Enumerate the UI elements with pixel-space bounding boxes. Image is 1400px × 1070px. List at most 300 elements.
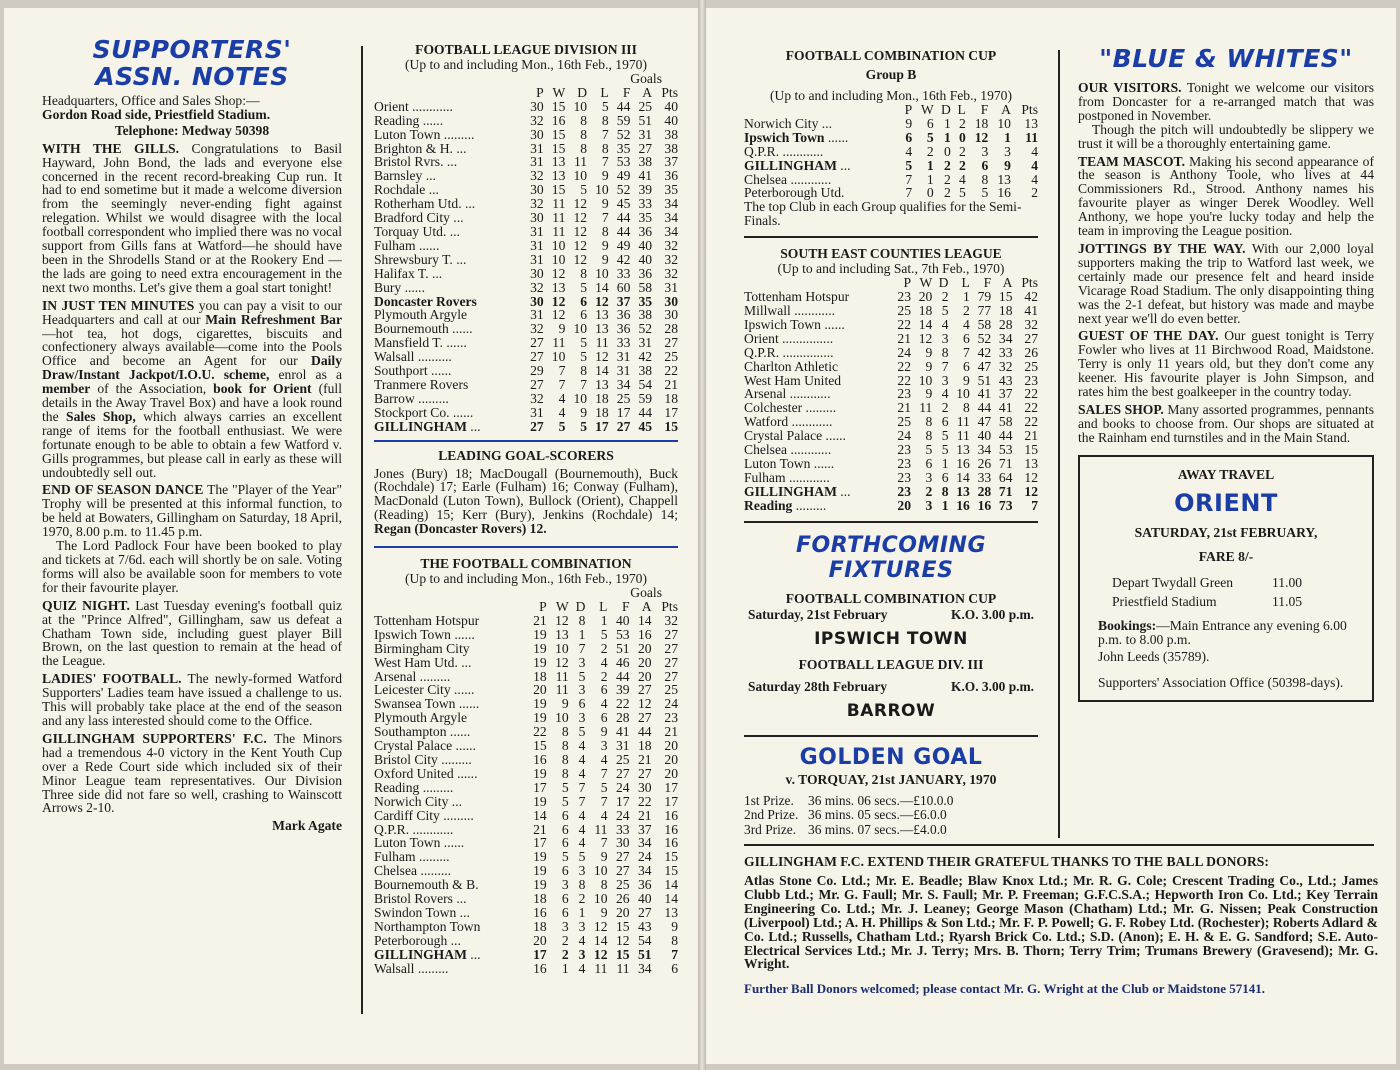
para-text: With our 2,000 loyal supporters making the trip to Watford last week, we certainly made our presence felt and heard inside Vicarage Road Stadium. The only disappointing thing was the 2-1 defeat, but history was made and maybe next year we'll do even better. — [1078, 240, 1374, 326]
fixture2-team: BARROW — [846, 700, 936, 721]
team-label: Q.P.R. — [744, 143, 780, 159]
stat-cell: 3 — [925, 469, 933, 485]
team-label: Birmingham City — [374, 640, 470, 656]
para-dance-cont: The Lord Padlock Four have been booked to play and tickets at 7/6d. each will shortly be on sale. Voting forms will also be available soon for members to vote for their favourite player. — [42, 538, 342, 595]
table-row — [374, 267, 678, 281]
stat-cell: 8 — [981, 171, 989, 187]
stat-cell: 2 — [944, 157, 951, 173]
stat-cell: 0 — [958, 129, 966, 145]
departure-time: 11.05 — [1272, 593, 1303, 609]
col-header: W — [919, 275, 933, 291]
fixture2-date: Saturday 28th February — [748, 678, 888, 694]
team-name — [374, 864, 525, 878]
stat-cell: 27 — [530, 335, 544, 351]
para-text: Our guest tonight is Terry Fowler who lives at 11 Birchwood Road, Maidstone. Terry is only 11 years old, but they don't come any keener. His favourite player is John Simpson, and rates him the best goalkeeper in the country today. — [1078, 328, 1374, 400]
stat-cell: 8 — [601, 112, 609, 128]
stat-cell: 15 — [1024, 442, 1038, 458]
stat-cell: 4 — [963, 316, 970, 332]
team-name — [374, 364, 522, 378]
col-header: Pts — [1021, 102, 1038, 117]
table-row — [374, 711, 678, 725]
table-row — [374, 308, 678, 322]
stat-cell: 59 — [616, 112, 631, 128]
team-name — [374, 197, 522, 211]
team-label: Luton Town — [374, 126, 441, 142]
stat-cell: 32 — [664, 237, 678, 253]
team-label: Chelsea — [744, 171, 788, 187]
para-quiz — [42, 599, 342, 669]
stat-cell: 27 — [638, 140, 653, 156]
stat-cell: 7 — [601, 126, 609, 142]
stat-cell: 36 — [616, 321, 631, 337]
stat-cell: 14 — [664, 891, 678, 907]
table-row — [374, 253, 678, 267]
team-name — [374, 628, 525, 642]
para-text: (full details in the Away Travel Box) and have a look round the — [42, 381, 342, 424]
team-name — [374, 656, 525, 670]
stat-cell: 21 — [664, 724, 678, 740]
stat-cell: 3 — [578, 863, 586, 879]
leader-dots: ............ — [408, 98, 453, 114]
stat-cell: 8 — [580, 126, 588, 142]
stat-cell: 2 — [561, 932, 569, 948]
stat-cell: 8 — [580, 265, 588, 281]
stat-cell: 18 — [595, 404, 609, 420]
table-row — [744, 346, 1038, 360]
stat-cell: 33 — [616, 335, 631, 351]
stat-cell: 4 — [600, 751, 608, 767]
team-label: Barnsley — [374, 168, 423, 184]
section-rule — [744, 735, 1038, 737]
stat-cell: 11 — [956, 428, 970, 444]
stat-cell: 27 — [664, 640, 678, 656]
team-label: Rotherham Utd. — [374, 196, 462, 212]
table-row — [374, 336, 678, 350]
table-row — [374, 934, 678, 948]
stat-cell: 24 — [897, 344, 911, 360]
para-text: which always carries an excellent range of items for the football enthusiast. We were fortunate enough to be able to obtain a few Watford v. Gills programmes, but please call in early as these will undoubtedly sell out. — [42, 408, 342, 480]
team-name — [374, 267, 522, 281]
stat-cell: 3 — [561, 918, 569, 934]
col-header: Pts — [661, 84, 678, 100]
stat-cell: 44 — [977, 400, 992, 416]
table-row — [744, 332, 1038, 346]
stat-cell: 15 — [998, 289, 1013, 305]
stat-cell: 25 — [638, 98, 653, 114]
stat-cell: 30 — [664, 293, 678, 309]
stat-cell: 8 — [561, 751, 569, 767]
stat-cell: 4 — [600, 807, 608, 823]
stat-cell: 58 — [977, 316, 992, 332]
team-name — [744, 145, 898, 159]
stat-cell: 5 — [580, 335, 588, 351]
stat-cell: 12 — [573, 210, 588, 226]
team-name — [374, 169, 522, 183]
combo-cup-subtitle: (Up to and including Mon., 16th Feb., 1970) — [769, 88, 1013, 103]
leader-dots: ... — [446, 223, 460, 239]
team-label: West Ham United — [744, 372, 842, 388]
col-header: P — [536, 84, 544, 100]
stat-cell: 41 — [1024, 302, 1038, 318]
stat-cell: 24 — [615, 807, 630, 823]
stat-cell: 31 — [530, 251, 544, 267]
table-row — [374, 892, 678, 906]
stat-cell: 25 — [664, 682, 678, 698]
stat-cell: 20 — [897, 497, 911, 513]
stat-cell: 38 — [638, 363, 653, 379]
stat-cell: 41 — [638, 168, 653, 184]
stat-cell: 44 — [998, 428, 1013, 444]
stat-cell: 11 — [1025, 129, 1038, 145]
col-header: P — [903, 275, 911, 291]
col-header: D — [577, 84, 588, 100]
team-label: Barrow — [374, 390, 415, 406]
stat-cell: 77 — [977, 302, 992, 318]
team-label: Tottenham Hotspur — [374, 612, 480, 628]
stat-cell: 6 — [561, 821, 569, 837]
team-label: Southampton — [374, 724, 447, 740]
stat-cell: 15 — [664, 418, 678, 434]
stat-cell: 23 — [664, 710, 678, 726]
leader-dots: ............ — [785, 469, 830, 485]
para-text: —hot tea, hot dogs, cigarettes, biscuits and confectionery always available—come into the Pools Office and become an Agent for our — [42, 325, 342, 369]
stat-cell: 32 — [998, 358, 1013, 374]
combo-cup-title: FOOTBALL COMBINATION CUP — [785, 48, 997, 63]
stat-cell: 23 — [897, 483, 911, 499]
stat-cell: 15 — [551, 182, 566, 198]
team-name — [744, 117, 898, 131]
leader-dots: ...... — [810, 455, 835, 471]
table-row — [744, 131, 1038, 145]
stat-cell: 1 — [1004, 129, 1011, 145]
stat-cell: 9 — [601, 251, 609, 267]
stat-cell: 22 — [897, 372, 911, 388]
stat-cell: 24 — [664, 696, 678, 712]
stat-cell: 10 — [551, 349, 566, 365]
stat-cell: 15 — [551, 98, 566, 114]
leader-dots: ......... — [416, 668, 451, 684]
stat-cell: 34 — [998, 330, 1013, 346]
stat-cell: 40 — [664, 112, 678, 128]
stat-cell: 24 — [637, 849, 652, 865]
table-row — [744, 499, 1038, 513]
stat-cell: 2 — [561, 946, 569, 962]
table-row — [744, 374, 1038, 388]
para-emph: Daily Draw/Instant Jackpot/I.O.U. scheme, — [42, 353, 342, 383]
stat-cell: 3 — [925, 497, 933, 513]
team-label: Ipswich Town — [744, 129, 825, 145]
stat-cell: 9 — [601, 196, 609, 212]
team-name — [374, 336, 522, 350]
table-row — [374, 281, 678, 295]
stat-cell: 31 — [664, 279, 678, 295]
stat-cell: 53 — [616, 154, 631, 170]
scorers-title: LEADING GOAL-SCORERS — [438, 447, 614, 463]
team-name — [374, 683, 525, 697]
page-fold — [698, 0, 706, 1070]
col-header: A — [642, 84, 653, 100]
stat-cell: 8 — [561, 724, 569, 740]
para-head: IN JUST TEN MINUTES — [42, 297, 195, 313]
stat-cell: 19 — [533, 849, 547, 865]
col-header: L — [600, 84, 609, 100]
stat-cell: 5 — [580, 182, 588, 198]
stat-cell: 26 — [1024, 344, 1038, 360]
stat-cell: 17 — [616, 404, 631, 420]
leader-dots: ............ — [790, 302, 836, 318]
stat-cell: 14 — [595, 363, 609, 379]
goals-label: Goals — [630, 585, 662, 601]
team-name — [374, 781, 525, 795]
para-text: enrol as a — [269, 367, 342, 383]
stat-cell: 9 — [600, 849, 608, 865]
table-row — [374, 392, 678, 406]
stat-cell: 32 — [1024, 316, 1038, 332]
stat-cell: 41 — [998, 400, 1013, 416]
stat-cell: 16 — [664, 821, 678, 837]
stat-cell: 20 — [615, 904, 630, 920]
para-text: The Minors had a tremendous 4-0 victory in the Kent Youth Cup over a Rede Court side which included six of their Minor League team representatives. Our Division Three side did not fare so well, crashing to Wainscott Arrows 2-10. — [42, 730, 342, 816]
stat-cell: 10 — [551, 251, 566, 267]
team-name — [374, 725, 525, 739]
col-header: P — [539, 599, 547, 614]
team-label: Doncaster Rovers — [374, 293, 477, 309]
stat-cell: 44 — [615, 668, 630, 684]
stat-cell: 19 — [533, 696, 547, 712]
stat-cell: 2 — [600, 640, 608, 656]
stat-cell: 30 — [530, 182, 544, 198]
stat-cell: 28 — [664, 321, 678, 337]
bookings-contact: John Leeds (35789). — [1098, 649, 1210, 665]
leader-dots: .......... — [414, 349, 452, 365]
team-label: Oxford United — [374, 765, 454, 781]
team-label: Colchester — [744, 400, 803, 416]
col-header: F — [621, 599, 630, 614]
table-row — [374, 295, 678, 309]
stat-cell: 5 — [941, 302, 949, 318]
stat-cell: 27 — [664, 654, 678, 670]
section-rule — [744, 521, 1038, 523]
stat-cell: 31 — [616, 349, 631, 365]
stat-cell: 30 — [664, 307, 678, 323]
team-label: Bradford City — [374, 210, 450, 226]
stat-cell: 20 — [533, 682, 547, 698]
stat-cell: 28 — [977, 483, 992, 499]
stat-cell: 17 — [664, 793, 678, 809]
stat-cell: 22 — [897, 316, 911, 332]
stat-cell: 16 — [997, 185, 1011, 201]
team-label: Bristol City — [374, 751, 438, 767]
away-team: ORIENT — [1174, 488, 1278, 517]
stat-cell: 13 — [551, 168, 566, 184]
prize-label: 2nd Prize. — [744, 807, 799, 823]
para-emph: member — [42, 381, 91, 397]
stat-cell: 20 — [664, 765, 678, 781]
team-label: Reading — [374, 779, 420, 795]
stat-cell: 5 — [905, 157, 913, 173]
fixture2-competition: FOOTBALL LEAGUE DIV. III — [798, 656, 984, 672]
stat-cell: 14 — [664, 877, 678, 893]
stat-cell: 4 — [1031, 143, 1038, 159]
leader-dots: ......... — [417, 863, 452, 879]
col-header: W — [920, 102, 934, 117]
stat-cell: 16 — [637, 626, 652, 642]
stat-cell: 4 — [1031, 171, 1038, 187]
team-label: Shrewsbury T. — [374, 251, 453, 267]
stat-cell: 27 — [615, 765, 630, 781]
stat-cell: 35 — [616, 140, 631, 156]
table-row — [374, 864, 678, 878]
stat-cell: 18 — [637, 738, 652, 754]
stat-cell: 12 — [593, 946, 608, 962]
stat-cell: 23 — [1024, 372, 1038, 388]
stat-cell: 19 — [533, 793, 547, 809]
team-name — [374, 850, 525, 864]
stat-cell: 7 — [941, 358, 949, 374]
stat-cell: 27 — [530, 349, 544, 365]
stat-cell: 1 — [963, 289, 970, 305]
fixture1-team: IPSWICH TOWN — [814, 628, 968, 649]
stat-cell: 49 — [616, 168, 631, 184]
scorers-tail: Regan (Doncaster Rovers) 12. — [374, 521, 547, 537]
col-header: W — [555, 599, 569, 614]
leader-dots: ...... — [452, 738, 476, 754]
table-row — [374, 642, 678, 656]
team-label: Walsall — [374, 960, 415, 976]
table-row — [374, 683, 678, 697]
para-supporters-fc — [42, 732, 342, 815]
stat-cell: 31 — [638, 126, 653, 142]
stat-cell: 33 — [998, 344, 1013, 360]
stat-cell: 20 — [533, 932, 547, 948]
combo-cup-note: The top Club in each Group qualifies for the Semi-Finals. — [744, 199, 1022, 229]
stat-cell: 15 — [533, 738, 547, 754]
stat-cell: 5 — [601, 98, 609, 114]
stat-cell: 27 — [637, 710, 652, 726]
team-name — [374, 836, 525, 850]
stat-cell: 32 — [530, 279, 544, 295]
para-guest — [1078, 329, 1374, 399]
fixture1-competition: FOOTBALL COMBINATION CUP — [785, 590, 997, 606]
team-label: Reading — [744, 497, 793, 513]
col-header: F — [980, 102, 989, 117]
stat-cell: 10 — [593, 891, 608, 907]
stat-cell: 4 — [905, 143, 913, 159]
team-name — [374, 406, 522, 420]
team-label: Orient — [744, 330, 779, 346]
team-name — [374, 920, 525, 934]
stat-cell: 8 — [671, 932, 678, 948]
stat-cell: 47 — [977, 414, 992, 430]
stat-cell: 35 — [638, 210, 653, 226]
stat-cell: 31 — [616, 363, 631, 379]
stat-cell: 27 — [664, 335, 678, 351]
team-name — [744, 173, 898, 187]
leader-dots: ... — [422, 168, 436, 184]
stat-cell: 27 — [1024, 330, 1038, 346]
bookings-text: —Main Entrance any evening 6.00 p.m. to 8.00 p.m. — [1098, 617, 1347, 647]
stat-cell: 44 — [638, 404, 653, 420]
table-row — [374, 753, 678, 767]
stat-cell: 2 — [925, 483, 933, 499]
stat-cell: 9 — [925, 386, 933, 402]
stat-cell: 27 — [615, 849, 630, 865]
col-header: F — [983, 275, 992, 291]
prize-time: 36 mins. 06 secs.—£10.0.0 — [808, 792, 954, 808]
stat-cell: 12 — [573, 223, 588, 239]
para-ten-minutes — [42, 299, 342, 480]
leader-dots: ............ — [787, 171, 832, 187]
stat-cell: 27 — [616, 418, 631, 434]
departures — [1098, 573, 1354, 611]
stat-cell: 20 — [664, 738, 678, 754]
stat-cell: 40 — [664, 98, 678, 114]
stat-cell: 34 — [616, 376, 631, 392]
stat-cell: 30 — [530, 210, 544, 226]
stat-cell: 8 — [561, 738, 569, 754]
stat-cell: 3 — [578, 918, 586, 934]
stat-cell: 54 — [637, 932, 652, 948]
team-label: Fulham — [744, 469, 786, 485]
para-dance — [42, 483, 342, 539]
para-emph: Sales Shop, — [66, 408, 136, 424]
stat-cell: 51 — [977, 372, 992, 388]
leader-dots: ...... — [446, 724, 471, 740]
stat-cell: 23 — [897, 289, 911, 305]
stat-cell: 20 — [637, 668, 652, 684]
leader-dots: ......... — [440, 126, 475, 142]
stat-cell: 4 — [578, 821, 586, 837]
left-page — [4, 8, 698, 1064]
stat-cell: 34 — [664, 210, 678, 226]
leader-dots: ......... — [414, 960, 449, 976]
stat-cell: 7 — [963, 344, 970, 360]
stat-cell: 51 — [637, 946, 652, 962]
team-label: Tranmere Rovers — [374, 376, 469, 392]
stat-cell: 5 — [561, 779, 569, 795]
leader-dots: ...... — [448, 321, 473, 337]
stat-cell: 31 — [530, 237, 544, 253]
para-text: Making his second appearance of the season is Anthony Toole, who lives at 44 Commissioners Rd., Strood. Anthony names his favourite player as winger Derek Woodley. Well Anthony, we hope you're lucky today and help the team in improving the League position. — [1078, 153, 1374, 239]
team-name — [374, 100, 522, 114]
stat-cell: 17 — [664, 779, 678, 795]
stat-cell: 17 — [615, 793, 630, 809]
table-row — [374, 211, 678, 225]
stat-cell: 7 — [600, 793, 608, 809]
blue-whites-title: "BLUE & WHITES" — [1099, 44, 1353, 73]
leader-dots: ...... — [415, 237, 440, 253]
leader-dots: ... — [461, 196, 476, 212]
stat-cell: 2 — [941, 289, 949, 305]
stat-cell: 5 — [958, 185, 966, 201]
stat-cell: 32 — [530, 321, 544, 337]
prize-list — [744, 794, 1038, 838]
stat-cell: 8 — [580, 112, 588, 128]
section-rule — [744, 236, 1038, 238]
col-header: D — [575, 599, 586, 614]
stat-cell: 5 — [600, 626, 608, 642]
tables-column — [374, 42, 678, 1064]
team-name — [374, 378, 522, 392]
team-label: Torquay Utd. — [374, 223, 447, 239]
prize-label: 1st Prize. — [744, 792, 794, 808]
team-col — [744, 276, 890, 290]
stat-cell: 6 — [925, 455, 933, 471]
stat-cell: 19 — [533, 863, 547, 879]
team-name — [374, 642, 525, 656]
leader-dots: ... — [425, 182, 439, 198]
team-label: Tottenham Hotspur — [744, 289, 850, 305]
